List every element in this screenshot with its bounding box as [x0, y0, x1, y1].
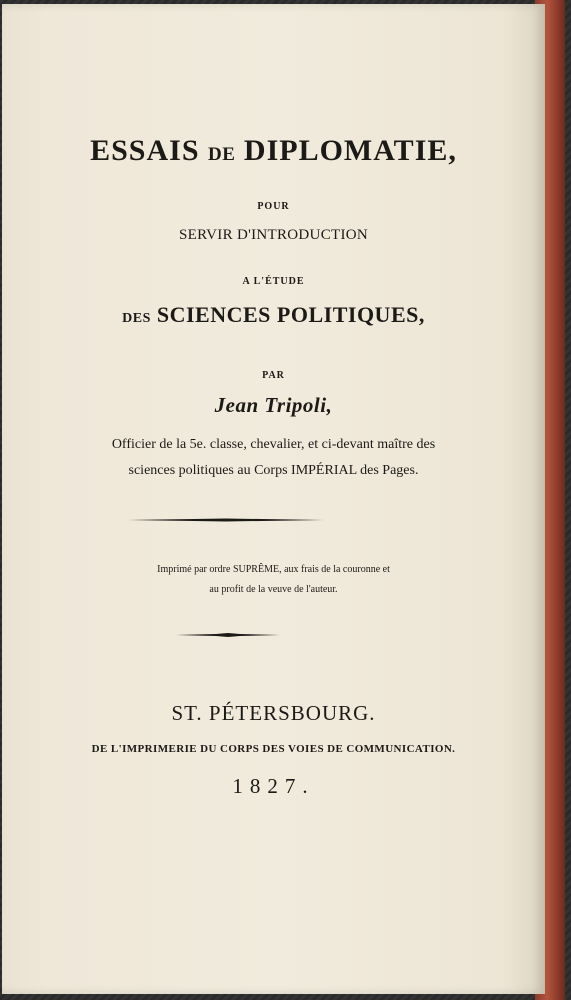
title-page [2, 4, 545, 994]
ornamental-rule-1 [128, 518, 324, 522]
imprint-note-line2: au profit de la veuve de l'auteur. [209, 584, 338, 595]
ornamental-rule-2 [176, 632, 280, 638]
publication-year: 1827. [232, 774, 315, 798]
author-role-line2: sciences politiques au Corps IMPÉRIAL des Pages. [128, 463, 419, 478]
subtitle-line1: SERVIR D'INTRODUCTION [178, 227, 369, 243]
subtitle-line2: A L'ÉTUDE [242, 276, 305, 287]
par-label: PAR [262, 370, 285, 381]
author-name: Jean Tripoli, [214, 393, 333, 417]
printer-name: DE L'IMPRIMERIE DU CORPS DES VOIES DE COMMUNICATION. [91, 743, 456, 755]
pour-label: POUR [257, 201, 290, 212]
publication-city: ST. PÉTERSBOURG. [171, 701, 376, 725]
book-title: ESSAIS DE DIPLOMATIE, [90, 134, 457, 167]
author-role-line1: Officier de la 5e. classe, chevalier, et ci-devant maître des [111, 437, 436, 452]
subtitle-line3: DES SCIENCES POLITIQUES, [122, 302, 425, 327]
imprint-note-line1: Imprimé par ordre SUPRÊME, aux frais de la couronne et [157, 564, 390, 575]
